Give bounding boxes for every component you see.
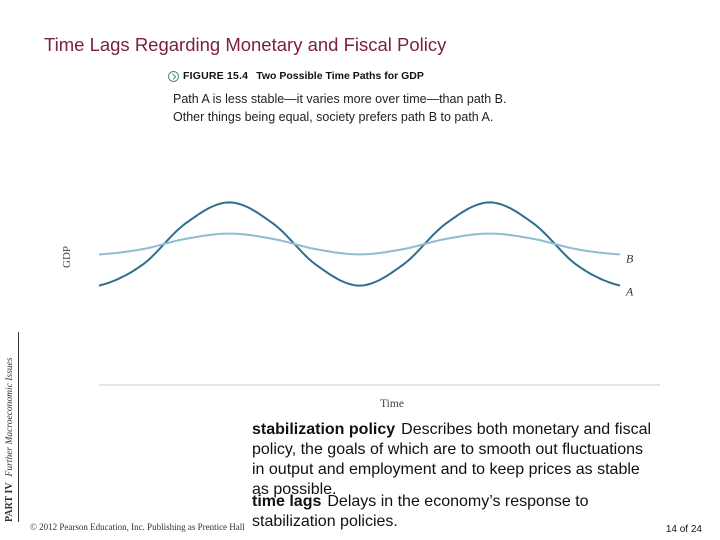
- page-number: 14 of 24: [665, 524, 702, 535]
- definition-term: stabilization policy: [252, 421, 396, 438]
- figure-name: Two Possible Time Paths for GDP: [256, 70, 424, 82]
- y-axis-label: GDP: [61, 245, 73, 268]
- series-group: [99, 202, 634, 298]
- slide-title: Time Lags Regarding Monetary and Fiscal Policy: [44, 34, 447, 55]
- series-line-b: [99, 234, 620, 255]
- copyright-footer: © 2012 Pearson Education, Inc. Publishing as Prentice Hall: [30, 522, 245, 532]
- definition-text: Describes both monetary and fiscal policy, the goals of which are to smooth out fluctuations in output and employment and to keep prices as stable as possible.: [252, 421, 652, 498]
- part-label: PART IV: [4, 482, 15, 522]
- caption-line-1: Path A is less stable—it varies more over time—than path B.: [173, 92, 507, 106]
- series-label-a: A: [626, 284, 634, 299]
- definition-stabilization-policy: [252, 420, 652, 500]
- side-label: [4, 322, 15, 522]
- caption-line-2: Other things being equal, society prefers path B to path A.: [173, 110, 494, 124]
- part-subtitle: Further Macroeconomic Issues: [5, 357, 15, 477]
- series-line-a: [99, 202, 620, 285]
- side-rule: [18, 332, 19, 522]
- figure-label: FIGURE 15.4: [183, 70, 249, 82]
- definition-term: time lags: [252, 493, 322, 510]
- definition-text: Delays in the economy’s response to stabilization policies.: [252, 493, 589, 530]
- series-label-b: B: [626, 251, 634, 266]
- x-axis-label: Time: [380, 398, 404, 410]
- definition-time-lags: [252, 492, 652, 532]
